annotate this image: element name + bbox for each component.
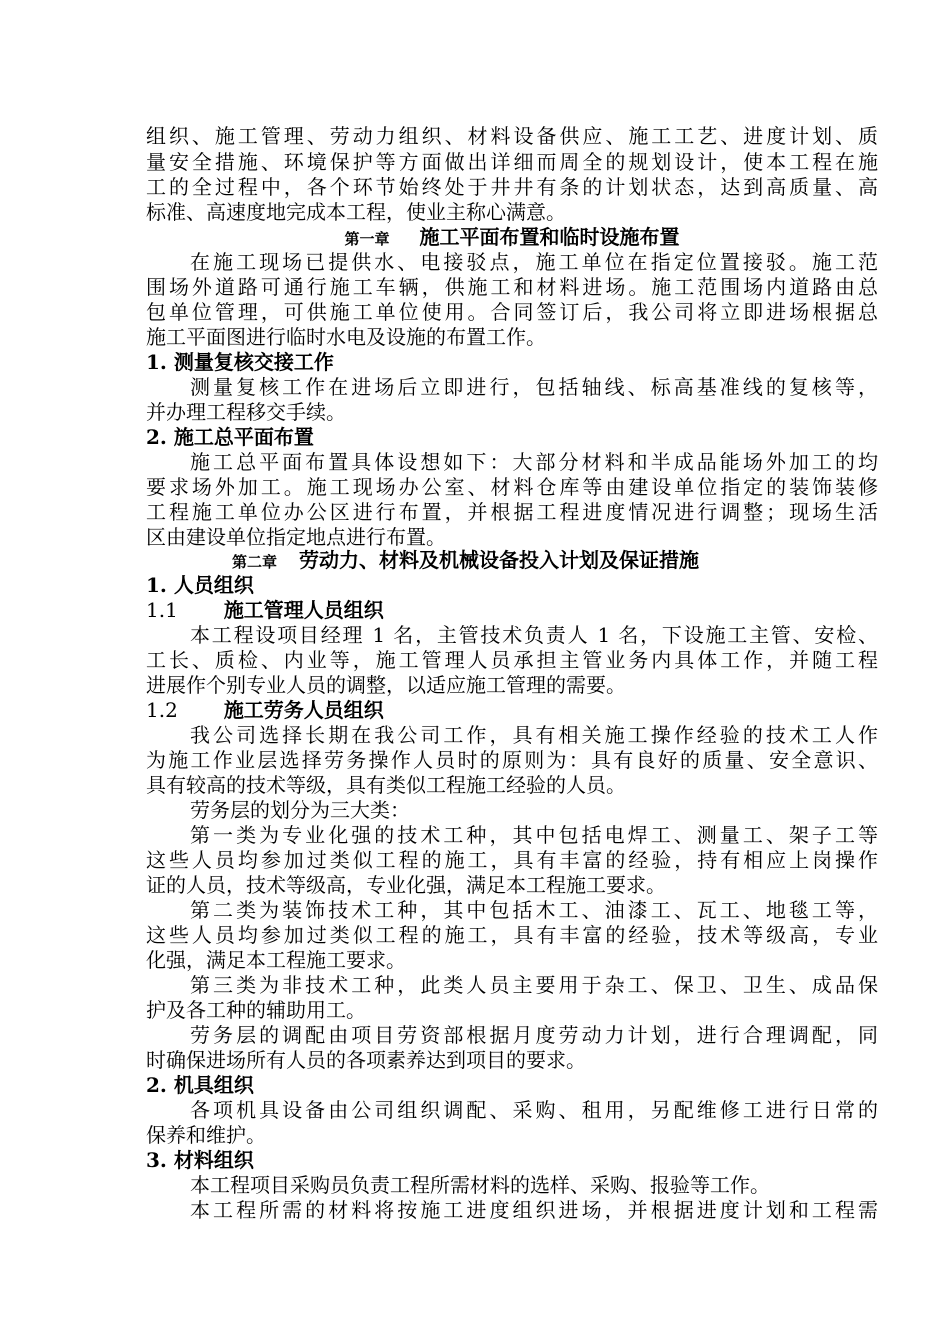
chapter-number: 第二章 — [232, 553, 278, 571]
subsection-number: 1.2 — [146, 698, 178, 722]
text-line: 工程施工单位办公区进行布置，并根据工程进度情况进行调整；现场生活 — [146, 500, 878, 524]
text-line: 包单位管理，可供施工单位使用。合同签订后，我公司将立即进场根据总 — [146, 300, 878, 324]
text-line: 为施工作业层选择劳务操作人员时的原则为：具有良好的质量、安全意识、 — [146, 748, 878, 772]
text-line: 我公司选择长期在我公司工作，具有相关施工操作经验的技术工人作 — [190, 723, 878, 747]
text-line: 要求场外加工。施工现场办公室、材料仓库等由建设单位指定的装饰装修 — [146, 475, 878, 499]
text-line: 工长、质检、内业等，施工管理人员承担主管业务内具体工作，并随工程 — [146, 648, 878, 672]
subsection-number: 1.1 — [146, 598, 178, 622]
text-line: 本工程设项目经理 1 名，主管技术负责人 1 名，下设施工主管、安检、 — [190, 623, 878, 647]
text-line: 劳务层的调配由项目劳资部根据月度劳动力计划，进行合理调配，同 — [190, 1023, 878, 1047]
text-line: 工的全过程中，各个环节始终处于井井有条的计划状态，达到高质量、高 — [146, 175, 878, 199]
section-heading: 3. 材料组织 — [146, 1148, 254, 1172]
subsection-heading — [146, 698, 878, 723]
subsection-title: 施工劳务人员组织 — [223, 698, 384, 722]
text-line: 劳务层的划分为三大类： — [190, 798, 410, 822]
text-line: 施工平面图进行临时水电及设施的布置工作。 — [146, 325, 546, 349]
subsection-title: 施工管理人员组织 — [223, 598, 384, 622]
text-line: 区由建设单位指定地点进行布置。 — [146, 525, 446, 549]
text-line: 本工程项目采购员负责工程所需材料的选样、采购、报验等工作。 — [190, 1173, 770, 1197]
text-line: 标准、高速度地完成本工程，使业主称心满意。 — [146, 200, 566, 224]
chapter-number: 第一章 — [344, 230, 390, 248]
text-line: 这些人员均参加过类似工程的施工，具有丰富的经验，技术等级高，专业 — [146, 923, 878, 947]
section-heading: 1. 人员组织 — [146, 573, 254, 597]
text-line: 第三类为非技术工种，此类人员主要用于杂工、保卫、卫生、成品保 — [190, 973, 878, 997]
chapter-title: 施工平面布置和临时设施布置 — [419, 225, 680, 249]
section-heading: 1. 测量复核交接工作 — [146, 350, 334, 374]
text-line: 测量复核工作在进场后立即进行，包括轴线、标高基准线的复核等， — [190, 375, 878, 399]
text-line: 本工程所需的材料将按施工进度组织进场，并根据进度计划和工程需 — [190, 1198, 878, 1222]
text-line: 组织、施工管理、劳动力组织、材料设备供应、施工工艺、进度计划、质 — [146, 124, 878, 148]
text-line: 量安全措施、环境保护等方面做出详细而周全的规划设计，使本工程在施 — [146, 150, 878, 174]
text-line: 护及各工种的辅助用工。 — [146, 998, 366, 1022]
section-heading: 2. 机具组织 — [146, 1073, 254, 1097]
text-line: 在施工现场已提供水、电接驳点，施工单位在指定位置接驳。施工范 — [190, 250, 878, 274]
text-line: 围场外道路可通行施工车辆，供施工和材料进场。施工范围场内道路由总 — [146, 275, 878, 299]
text-line: 具有较高的技术等级，具有类似工程施工经验的人员。 — [146, 773, 626, 797]
chapter-heading — [232, 548, 878, 573]
chapter-title: 劳动力、材料及机械设备投入计划及保证措施 — [299, 548, 700, 572]
text-line: 进展作个别专业人员的调整，以适应施工管理的需要。 — [146, 673, 626, 697]
text-line: 时确保进场所有人员的各项素养达到项目的要求。 — [146, 1048, 586, 1072]
text-line: 保养和维护。 — [146, 1123, 266, 1147]
text-line: 第二类为装饰技术工种，其中包括木工、油漆工、瓦工、地毯工等， — [190, 898, 878, 922]
text-line: 各项机具设备由公司组织调配、采购、租用，另配维修工进行日常的 — [190, 1098, 878, 1122]
text-line: 施工总平面布置具体设想如下：大部分材料和半成品能场外加工的均 — [190, 450, 878, 474]
chapter-heading — [146, 225, 878, 250]
text-line: 这些人员均参加过类似工程的施工，具有丰富的经验，持有相应上岗操作 — [146, 848, 878, 872]
section-heading: 2. 施工总平面布置 — [146, 425, 314, 449]
text-line: 化强，满足本工程施工要求。 — [146, 948, 406, 972]
text-line: 第一类为专业化强的技术工种，其中包括电焊工、测量工、架子工等 — [190, 823, 878, 847]
text-line: 并办理工程移交手续。 — [146, 400, 346, 424]
subsection-heading — [146, 598, 878, 623]
text-line: 证的人员，技术等级高，专业化强，满足本工程施工要求。 — [146, 873, 666, 897]
